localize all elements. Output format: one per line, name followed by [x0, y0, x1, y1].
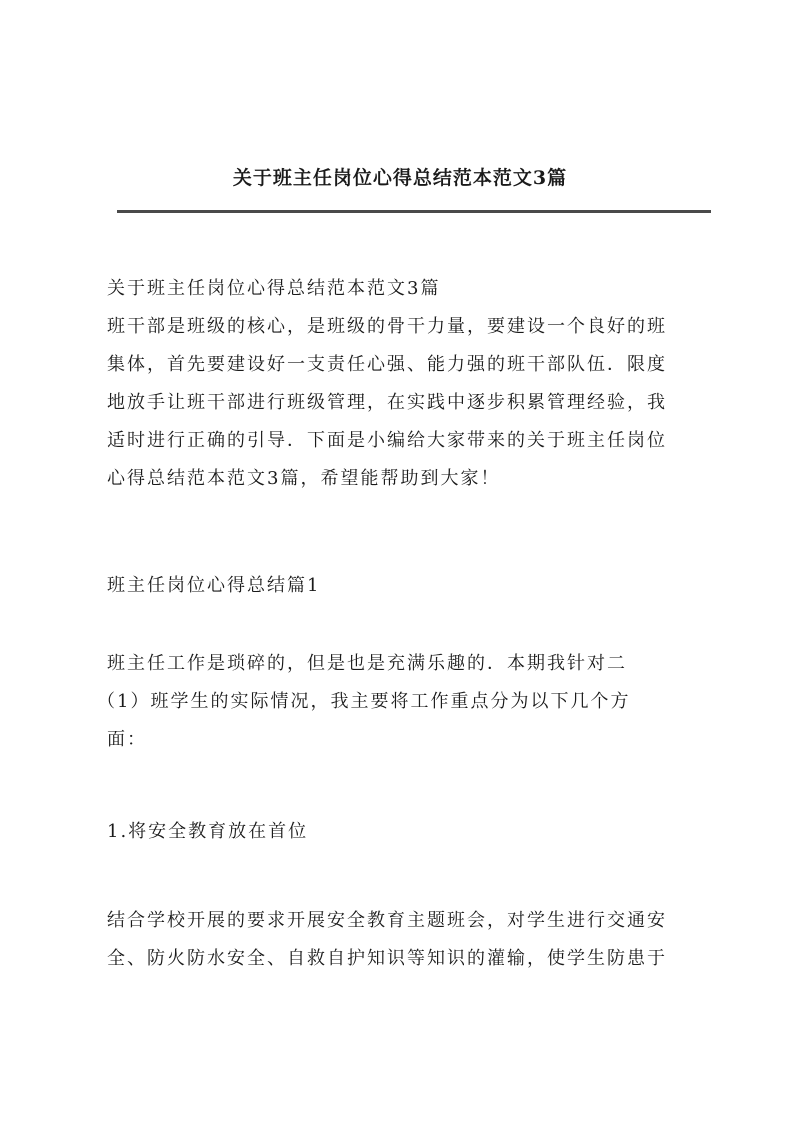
item-1-line: 结合学校开展的要求开展安全教育主题班会，对学生进行交通安: [107, 910, 667, 931]
item-1-line: 全、防火防水安全、自救自护知识等知识的灌输，使学生防患于: [107, 948, 667, 969]
item-1-paragraph: [107, 902, 727, 978]
intro-line: 适时进行正确的引导．下面是小编给大家带来的关于班主任岗位: [107, 430, 667, 451]
page-header-title: 关于班主任岗位心得总结范本范文3篇: [232, 167, 568, 189]
intro-title: 关于班主任岗位心得总结范本范文3篇: [107, 278, 441, 299]
section-1-line: （1）班学生的实际情况，我主要将工作重点分为以下几个方: [97, 691, 631, 712]
header-divider: [117, 210, 711, 213]
section-1-paragraph: [97, 645, 727, 759]
section-1-title: 班主任岗位心得总结篇1: [107, 575, 321, 596]
section-1-line: 班主任工作是琐碎的，但是也是充满乐趣的．本期我针对二: [107, 653, 627, 674]
intro-line: 集体，首先要建设好一支责任心强、能力强的班干部队伍．限度: [107, 354, 667, 375]
intro-line: 心得总结范本范文3篇，希望能帮助到大家！: [107, 468, 501, 489]
intro-line: 班干部是班级的核心，是班级的骨干力量，要建设一个良好的班: [107, 316, 667, 337]
section-1-line: 面：: [107, 729, 147, 750]
item-1-title: 1.将安全教育放在首位: [107, 821, 309, 842]
intro-line: 地放手让班干部进行班级管理，在实践中逐步积累管理经验，我: [107, 392, 667, 413]
intro-block: [107, 270, 727, 498]
